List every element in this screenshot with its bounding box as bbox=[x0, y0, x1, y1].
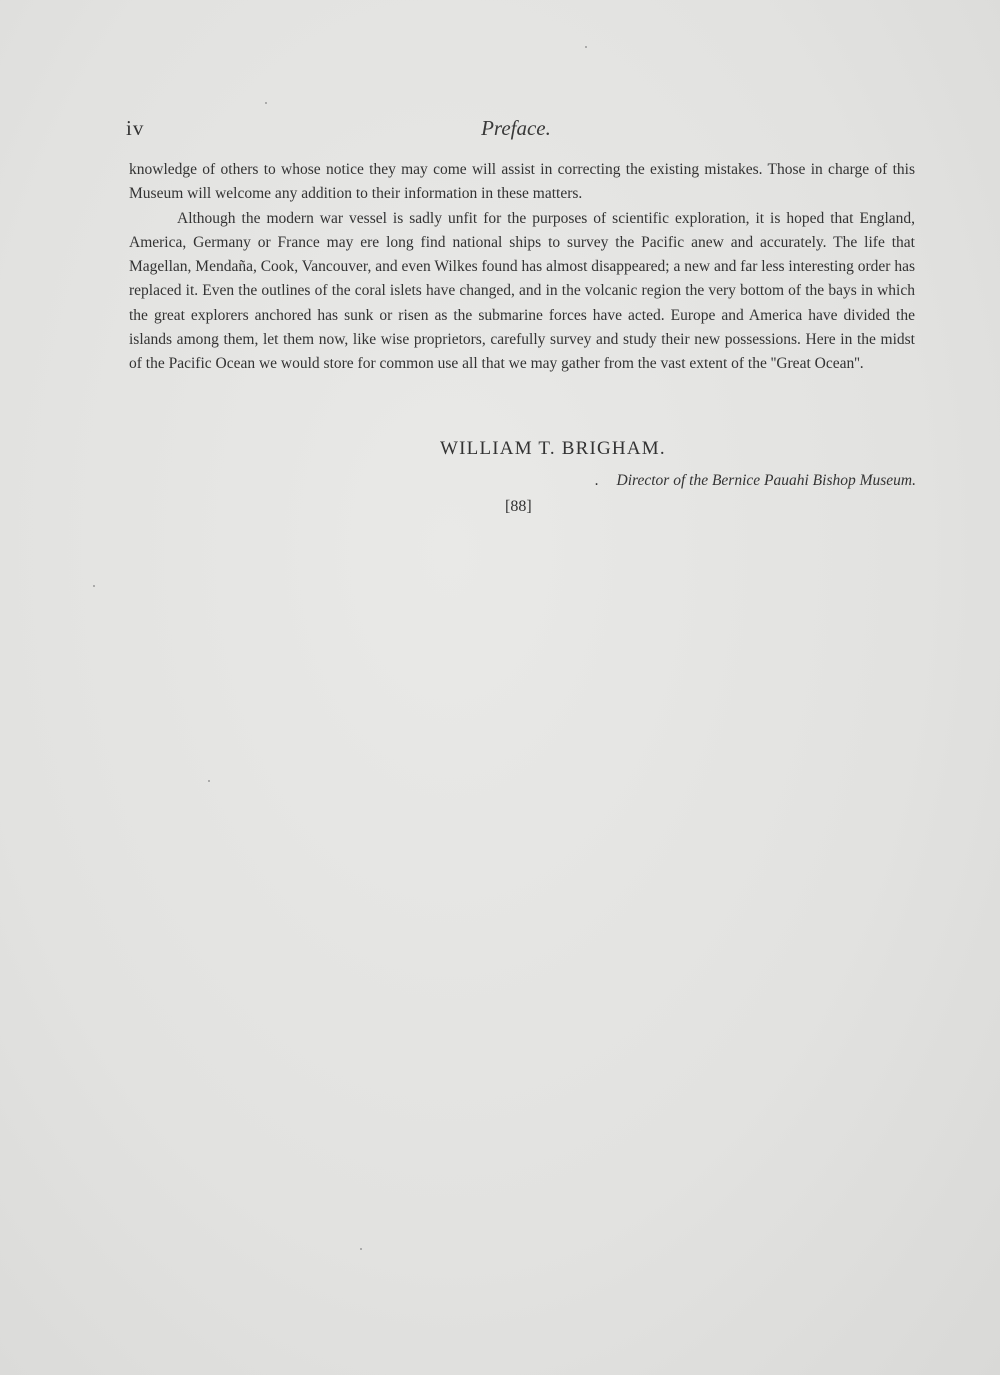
signature-name: WILLIAM T. BRIGHAM. bbox=[440, 438, 666, 459]
paper-speck bbox=[208, 780, 210, 782]
paper-speck bbox=[585, 46, 587, 48]
signature-title-line bbox=[510, 472, 916, 490]
paper-speck bbox=[360, 1248, 362, 1250]
body-text bbox=[129, 158, 915, 377]
paper-speck bbox=[265, 102, 267, 104]
paragraph-main: Although the modern war vessel is sadly unfit for the purposes of scientific exploration, it is hoped that England, America, Germany or France may ere long find national ships to survey the Pacific anew and accurately. The life that Magellan, Mendaña, Cook, Vancouver, and even Wilkes found has almost disappeared; a new and far less interesting order has replaced it. Even the outlines of the coral islets have changed, and in the volcanic region the very bottom of the bays in which the great explorers anchored has sunk or risen as the submarine forces have acted. Europe and America have divided the islands among them, let them now, like wise proprietors, carefully survey and study their new possessions. Here in the midst of the Pacific Ocean we would store for common use all that we may gather from the vast extent of the ''Great Ocean''. bbox=[129, 209, 915, 373]
paragraph-continuation: knowledge of others to whose notice they may come will assist in correcting the existing mistakes. Those in charge of this Museum will welcome any addition to their information in these matters. bbox=[129, 161, 915, 203]
folio-number: iv bbox=[126, 116, 145, 140]
running-title: Preface. bbox=[481, 116, 551, 140]
paper-speck bbox=[93, 585, 95, 587]
signature-title: Director of the Bernice Pauahi Bishop Museum. bbox=[616, 472, 916, 489]
page-number: [88] bbox=[505, 498, 532, 515]
stray-dot: . bbox=[594, 472, 599, 489]
page-header bbox=[126, 112, 916, 144]
